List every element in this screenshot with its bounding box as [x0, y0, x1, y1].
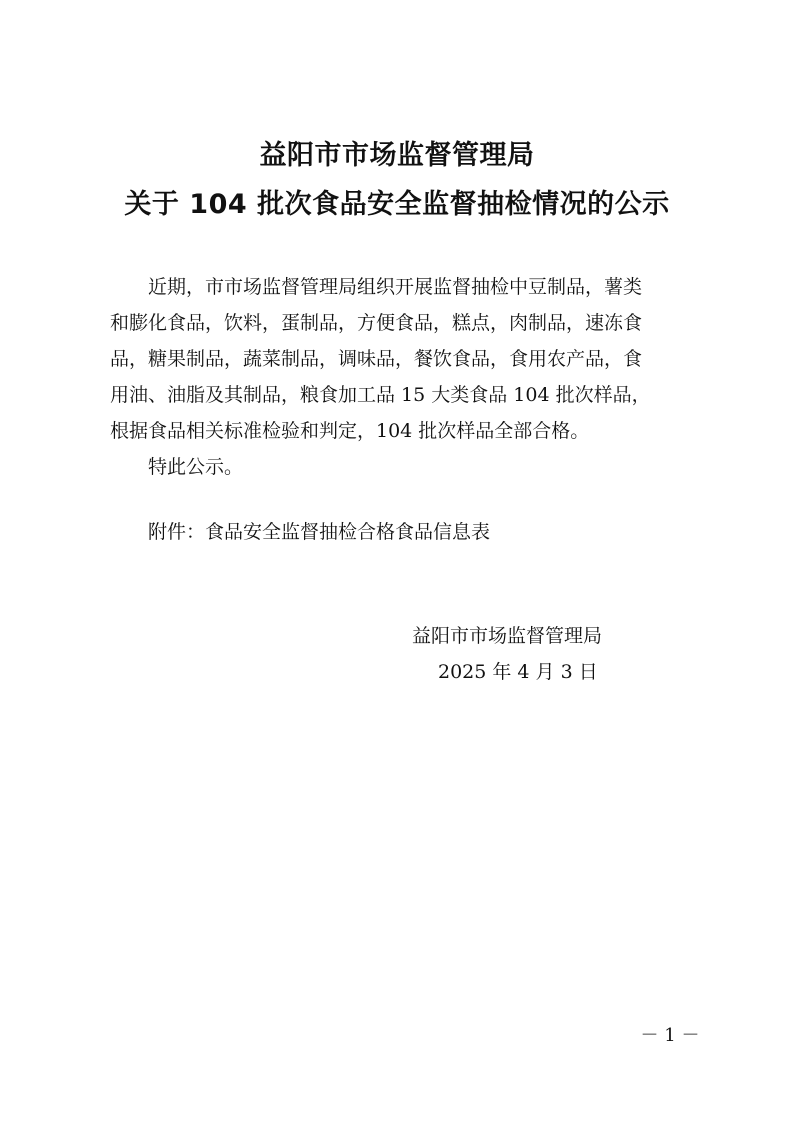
document-title-line-2: 关于 104 批次食品安全监督抽检情况的公示 [124, 189, 670, 220]
signature-organization: 益阳市市场监督管理局 [412, 625, 603, 647]
signature-date: 2025 年 4 月 3 日 [438, 661, 598, 683]
body-line-2: 和膨化食品，饮料，蛋制品，方便食品，糕点，肉制品，速冻食 [110, 312, 643, 334]
notice-text: 特此公示。 [148, 456, 244, 478]
body-line-3: 品，糖果制品，蔬菜制品，调味品，餐饮食品，食用农产品，食 [110, 348, 643, 370]
attachment-text: 附件：食品安全监督抽检合格食品信息表 [148, 521, 491, 543]
document-title-line-1: 益阳市市场监督管理局 [259, 140, 535, 171]
body-line-1: 近期，市市场监督管理局组织开展监督抽检中豆制品，薯类 [148, 276, 643, 298]
body-line-5: 根据食品相关标准检验和判定，104 批次样品全部合格。 [110, 420, 590, 442]
page-number: － 1 － [640, 1025, 700, 1046]
body-line-4: 用油、油脂及其制品，粮食加工品 15 大类食品 104 批次样品， [110, 384, 651, 406]
